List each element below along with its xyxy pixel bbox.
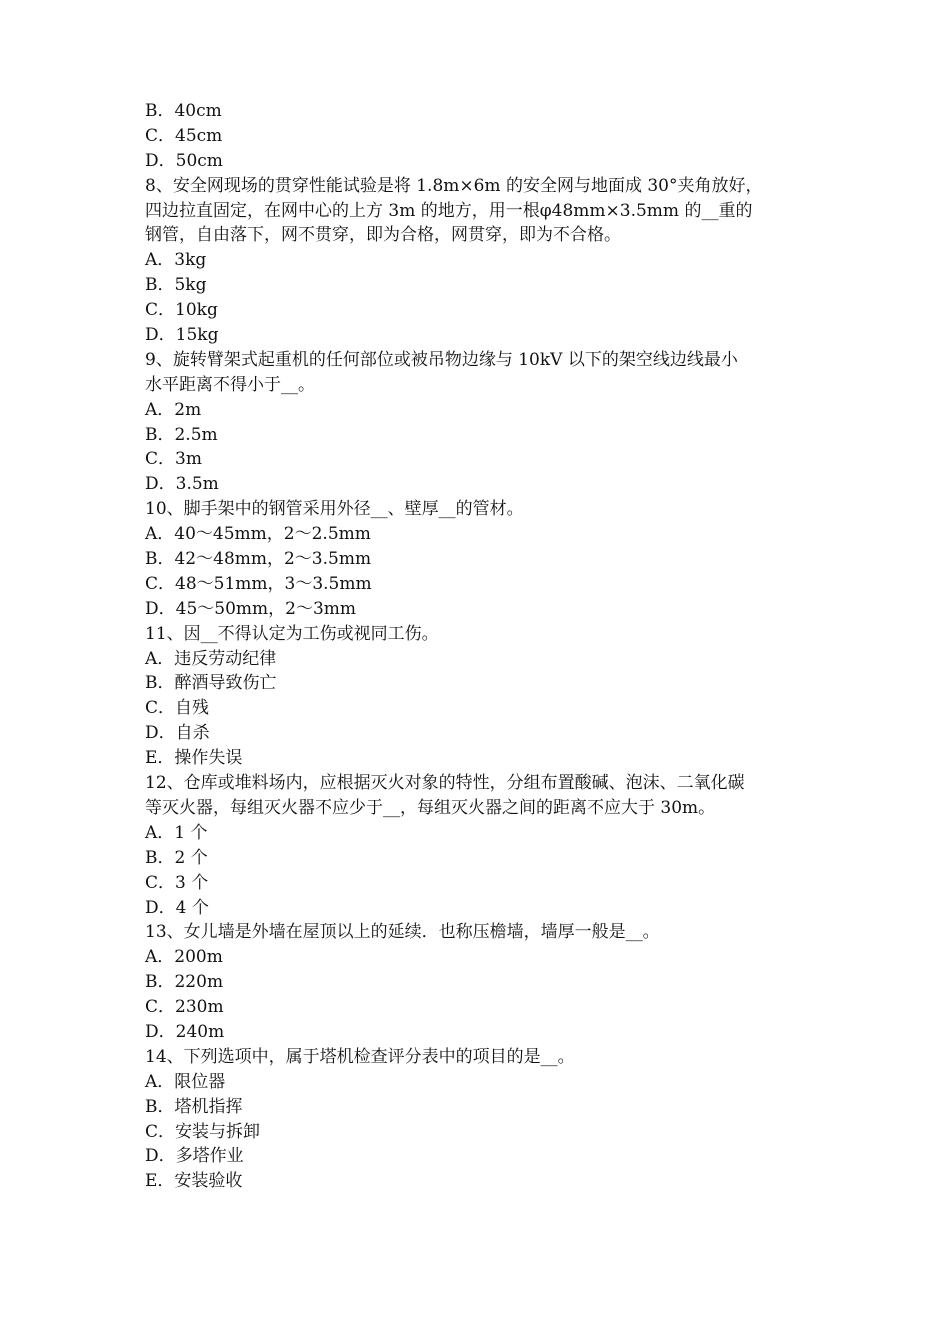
option-d: D．45～50mm，2～3mm xyxy=(145,598,357,619)
option-a: A．1 个 xyxy=(145,822,208,843)
option-b: B．2 个 xyxy=(145,847,208,868)
option-a: A．2m xyxy=(145,399,202,420)
question-text-line: 8、安全网现场的贯穿性能试验是将 1.8m×6m 的安全网与地面成 30°夹角放好， xyxy=(145,175,763,196)
option-c: C．48～51mm，3～3.5mm xyxy=(145,573,372,594)
option-c: C．安装与拆卸 xyxy=(145,1121,261,1142)
option-c: C．45cm xyxy=(145,125,223,146)
question-text-line: 9、旋转臂架式起重机的任何部位或被吊物边缘与 10kV 以下的架空线边线最小 xyxy=(145,349,738,370)
option-d: D．240m xyxy=(145,1021,225,1042)
option-b: B．42～48mm，2～3.5mm xyxy=(145,549,372,570)
option-e: E．操作失误 xyxy=(145,748,243,769)
question-text-line: 10、脚手架中的钢管采用外径__、壁厚__的管材。 xyxy=(145,499,524,520)
question-text-line: 等灭火器，每组灭火器不应少于__，每组灭火器之间的距离不应大于 30m。 xyxy=(145,797,716,818)
leading-options xyxy=(145,99,825,174)
option-b: B．5kg xyxy=(145,275,207,296)
question-text-line: 14、下列选项中，属于塔机检查评分表中的项目的是__。 xyxy=(145,1046,575,1067)
option-a: A．违反劳动纪律 xyxy=(145,648,277,669)
option-c: C．3m xyxy=(145,449,202,470)
option-c: C．自残 xyxy=(145,698,210,719)
question-9 xyxy=(145,348,825,497)
question-text-line: 11、因__不得认定为工伤或视同工伤。 xyxy=(145,623,439,644)
option-b: B．220m xyxy=(145,972,224,993)
option-d: D．自杀 xyxy=(145,723,210,744)
option-c: C．3 个 xyxy=(145,872,209,893)
option-d: D．4 个 xyxy=(145,897,209,918)
question-12 xyxy=(145,771,825,920)
question-8 xyxy=(145,174,825,348)
question-text-line: 四边拉直固定，在网中心的上方 3m 的地方，用一根φ48mm×3.5mm 的__重的 xyxy=(145,200,753,221)
option-d: D．15kg xyxy=(145,325,219,346)
option-b: B．40cm xyxy=(145,101,222,121)
option-b: B．塔机指挥 xyxy=(145,1096,243,1117)
option-e: E．安装验收 xyxy=(145,1171,243,1192)
option-d: D．多塔作业 xyxy=(145,1146,244,1167)
question-14 xyxy=(145,1045,825,1194)
question-text-line: 13、女儿墙是外墙在屋顶以上的延续．也称压檐墙，墙厚一般是__。 xyxy=(145,922,660,943)
option-c: C．230m xyxy=(145,997,224,1018)
question-text-line: 12、仓库或堆料场内，应根据灭火对象的特性，分组布置酸碱、泡沫、二氧化碳 xyxy=(145,773,745,794)
option-b: B．醉酒导致伤亡 xyxy=(145,673,277,694)
option-a: A．3kg xyxy=(145,250,207,271)
question-13 xyxy=(145,920,825,1044)
question-list xyxy=(145,99,825,1194)
option-a: A．限位器 xyxy=(145,1071,226,1092)
option-a: A．200m xyxy=(145,947,223,968)
question-10 xyxy=(145,497,825,621)
option-a: A．40～45mm，2～2.5mm xyxy=(145,524,371,545)
question-text-line: 钢管，自由落下，网不贯穿，即为合格，网贯穿，即为不合格。 xyxy=(145,225,621,246)
option-d: D．3.5m xyxy=(145,474,219,495)
question-11 xyxy=(145,622,825,771)
option-c: C．10kg xyxy=(145,300,218,321)
option-b: B．2.5m xyxy=(145,424,218,445)
option-d: D．50cm xyxy=(145,150,223,171)
question-text-line: 水平距离不得小于__。 xyxy=(145,374,315,395)
